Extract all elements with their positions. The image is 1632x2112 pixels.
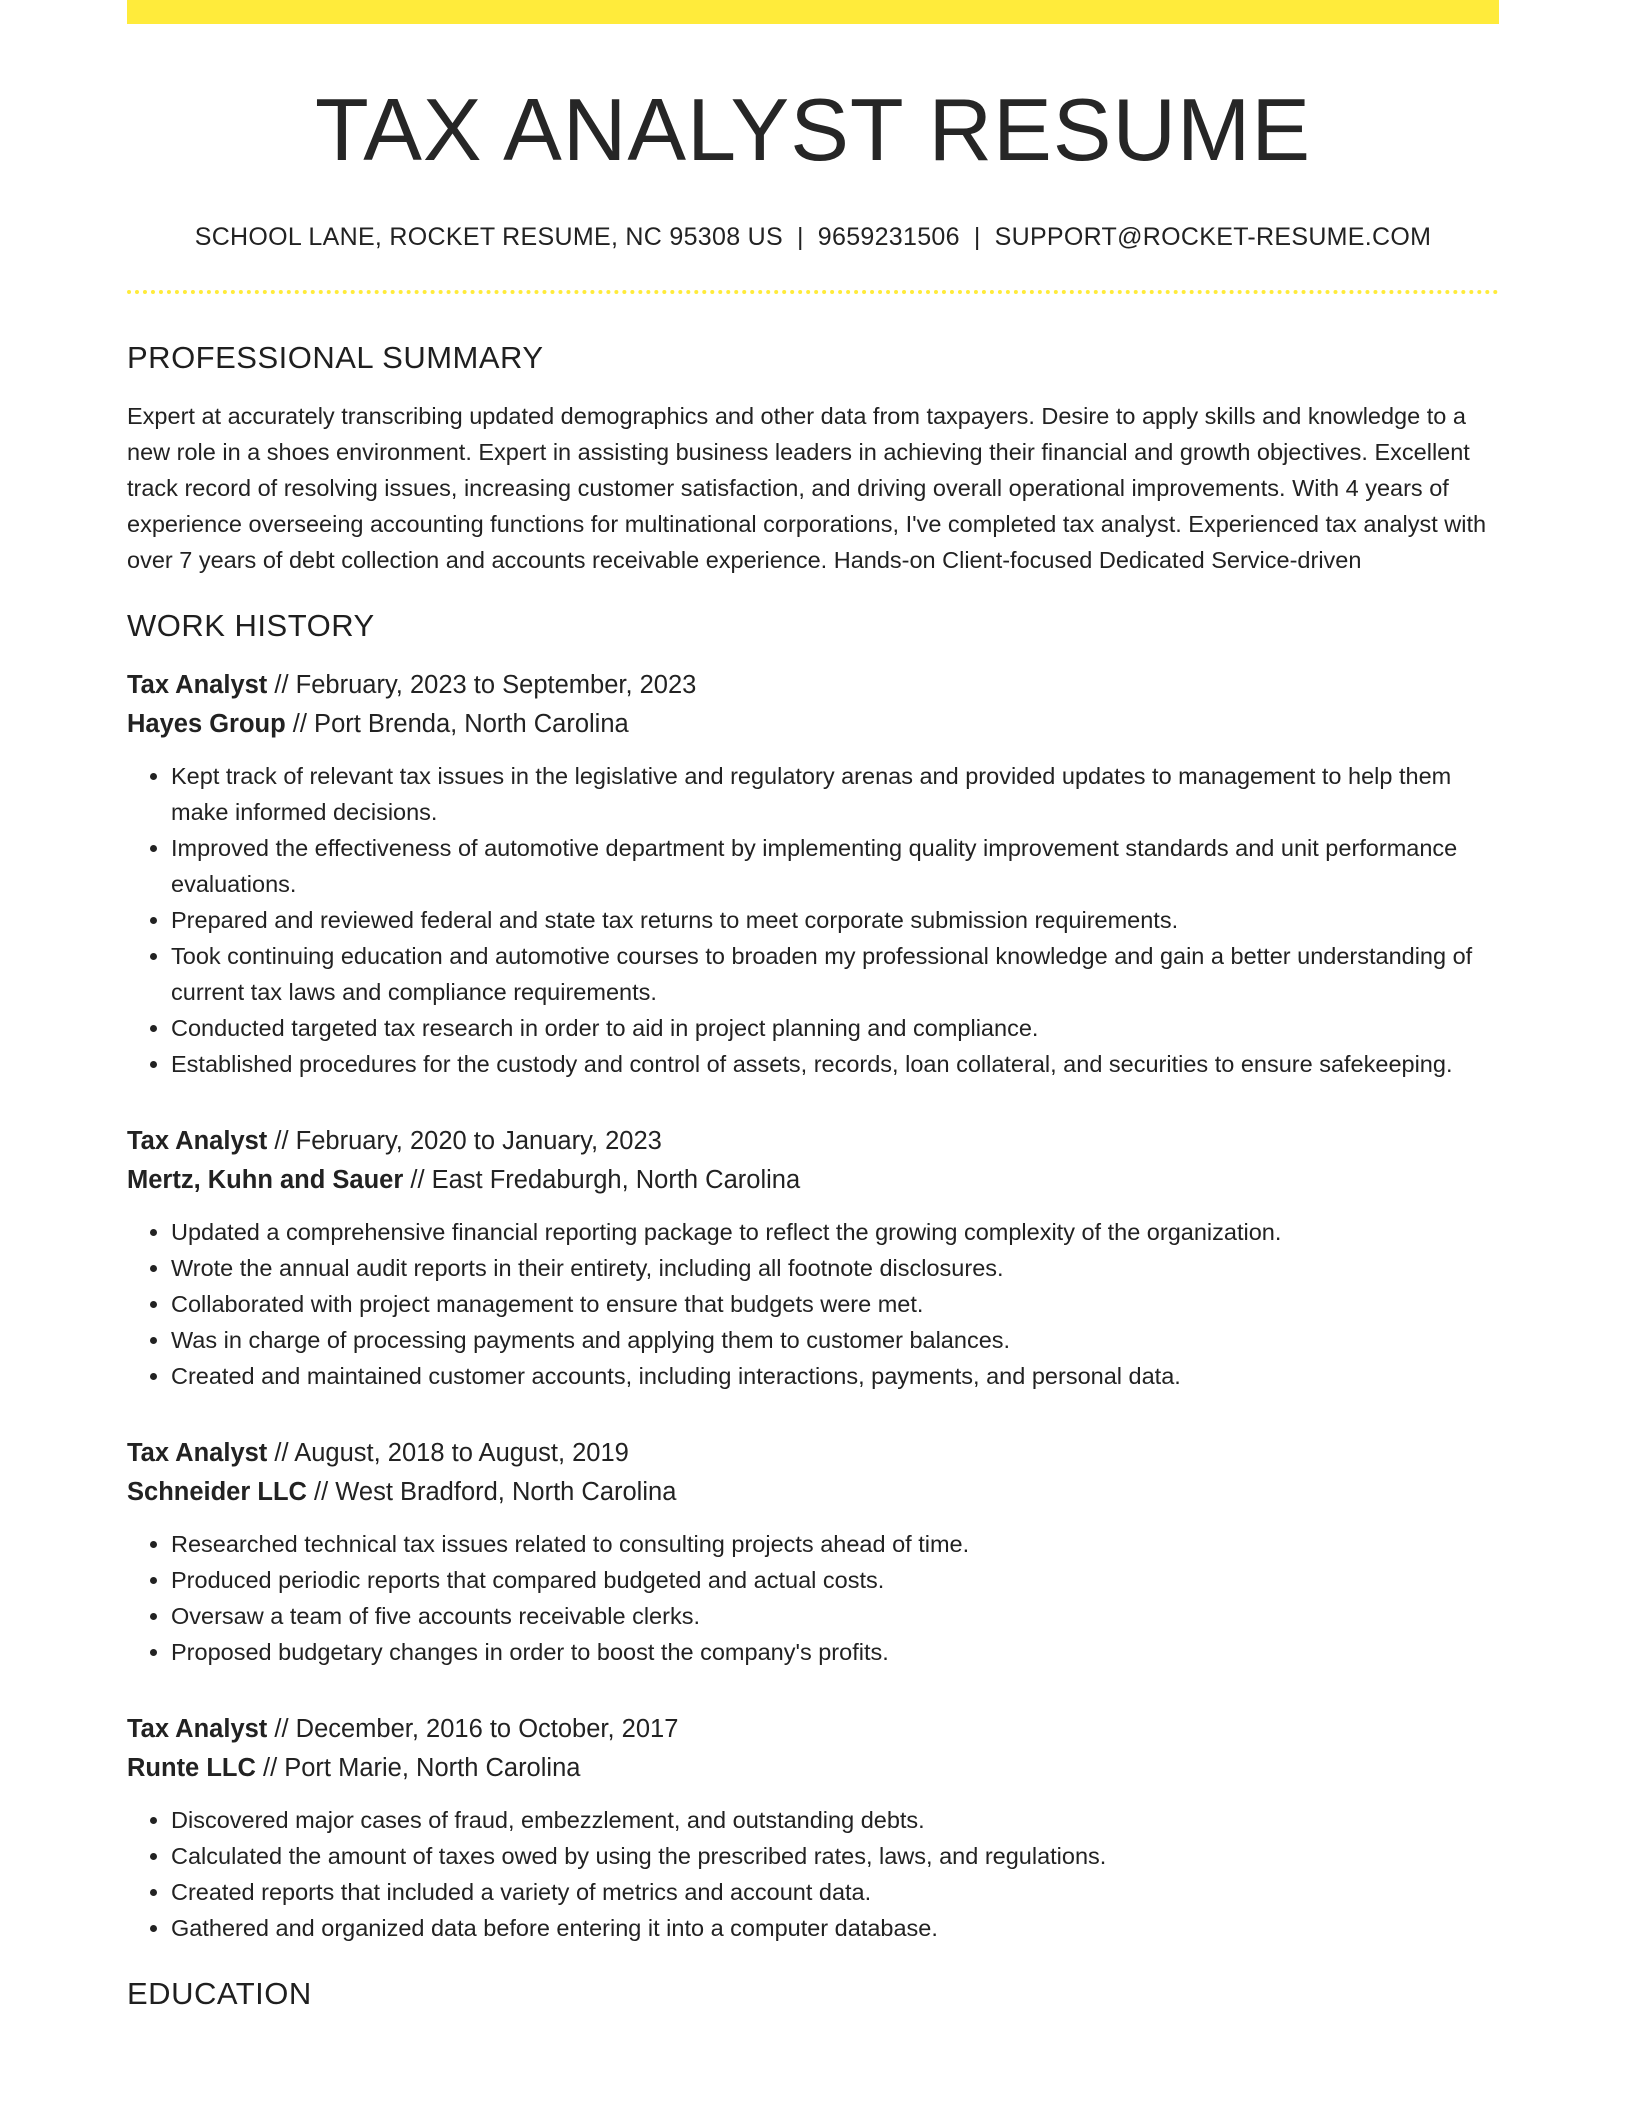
work-history-list [127,666,1499,1946]
list-item: • Took continuing education and automotive courses to broaden my professional knowledge and gain a better understanding of current tax laws and compliance requirements. [171,938,1499,1010]
job-bullets [127,1802,1499,1946]
summary-heading: PROFESSIONAL SUMMARY [127,339,544,375]
list-item: • Improved the effectiveness of automotive department by implementing quality improvement standards and unit performance evaluations. [171,830,1499,902]
job-role: Tax Analyst [127,1714,268,1743]
dotted-divider [127,290,1499,294]
job-dates: // August, 2018 to August, 2019 [267,1438,629,1467]
accent-top-bar [127,0,1499,24]
job-title-line [127,1710,1499,1749]
list-item: • Kept track of relevant tax issues in the legislative and regulatory arenas and provided updates to management to help them make informed decisions. [171,758,1499,830]
job-title-line [127,1434,1499,1473]
job-company: Schneider LLC [127,1477,307,1506]
work-history-heading: WORK HISTORY [127,607,375,643]
job-location: // West Bradford, North Carolina [306,1477,677,1506]
list-item: • Collaborated with project management to ensure that budgets were met. [171,1286,1499,1322]
job-company: Hayes Group [127,709,286,738]
summary-text: Expert at accurately transcribing updated demographics and other data from taxpayers. Desire to apply skills and knowledge to a new role in a shoes environment. Expert in assisting business leaders in achieving their financial and growth objectives. Excellent track record of resolving issues, increasing customer satisfaction, and driving overall operational improvements. With 4 years of experience overseeing accounting functions for multinational corporations, I've completed tax analyst. Experienced tax analyst with over 7 years of debt collection and accounts receivable experience. Hands-on Client-focused Dedicated Service-driven [127,402,1487,573]
job-company: Mertz, Kuhn and Sauer [127,1165,404,1194]
job-company-line [127,1473,1499,1512]
job-company-line [127,1749,1499,1788]
list-item: • Established procedures for the custody and control of assets, records, loan collateral, and securities to ensure safekeeping. [171,1046,1499,1082]
list-item: • Created reports that included a variety of metrics and account data. [171,1874,1499,1910]
job-company: Runte LLC [127,1753,256,1782]
list-item: • Conducted targeted tax research in order to aid in project planning and compliance. [171,1010,1499,1046]
job-bullets [127,1526,1499,1670]
job-role: Tax Analyst [127,1126,268,1155]
contact-phone: 9659231506 [817,222,960,251]
job-entry [127,1710,1499,1946]
list-item: • Produced periodic reports that compared budgeted and actual costs. [171,1562,1499,1598]
resume-title: TAX ANALYST RESUME [314,80,1312,179]
job-entry [127,1122,1499,1394]
list-item: • Discovered major cases of fraud, embezzlement, and outstanding debts. [171,1802,1499,1838]
list-item: • Was in charge of processing payments and applying them to customer balances. [171,1322,1499,1358]
job-entry [127,1434,1499,1670]
job-company-line [127,1161,1499,1200]
list-item: • Researched technical tax issues related to consulting projects ahead of time. [171,1526,1499,1562]
resume-page [127,0,1499,2012]
job-bullets [127,1214,1499,1394]
contact-email: SUPPORT@ROCKET-RESUME.COM [994,222,1432,251]
job-location: // Port Marie, North Carolina [255,1753,581,1782]
job-role: Tax Analyst [127,670,268,699]
job-company-line [127,705,1499,744]
job-title-line [127,1122,1499,1161]
list-item: • Calculated the amount of taxes owed by using the prescribed rates, laws, and regulations. [171,1838,1499,1874]
job-dates: // February, 2023 to September, 2023 [267,670,697,699]
list-item: • Updated a comprehensive financial reporting package to reflect the growing complexity of the organization. [171,1214,1499,1250]
job-entry [127,666,1499,1082]
contact-line [127,223,1499,252]
job-dates: // December, 2016 to October, 2017 [267,1714,679,1743]
list-item: • Wrote the annual audit reports in their entirety, including all footnote disclosures. [171,1250,1499,1286]
list-item: • Created and maintained customer accounts, including interactions, payments, and personal data. [171,1358,1499,1394]
job-role: Tax Analyst [127,1438,268,1467]
job-title-line [127,666,1499,705]
list-item: • Prepared and reviewed federal and state tax returns to meet corporate submission requirements. [171,902,1499,938]
list-item: • Gathered and organized data before entering it into a computer database. [171,1910,1499,1946]
contact-address: SCHOOL LANE, ROCKET RESUME, NC 95308 US [194,222,783,251]
job-bullets [127,758,1499,1082]
job-dates: // February, 2020 to January, 2023 [267,1126,662,1155]
list-item: • Proposed budgetary changes in order to boost the company's profits. [171,1634,1499,1670]
list-item: • Oversaw a team of five accounts receivable clerks. [171,1598,1499,1634]
job-location: // Port Brenda, North Carolina [285,709,629,738]
education-heading: EDUCATION [127,1975,312,2011]
job-location: // East Fredaburgh, North Carolina [403,1165,801,1194]
contact-separator: | [796,222,804,251]
contact-separator: | [973,222,981,251]
